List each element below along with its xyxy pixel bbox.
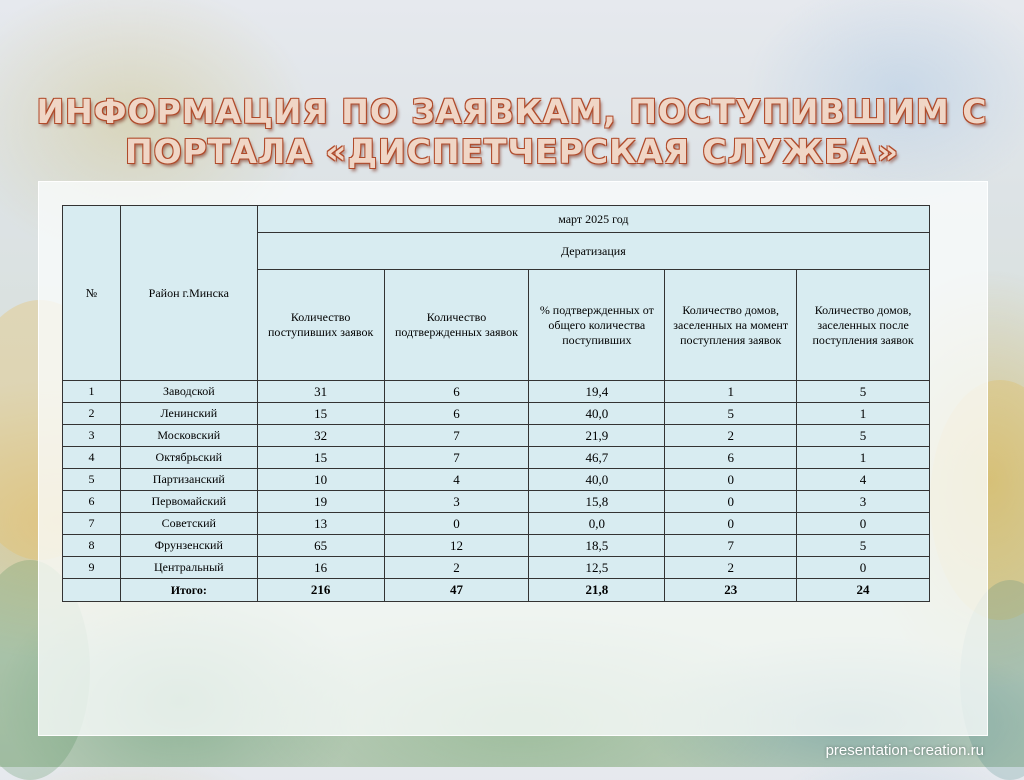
page-title-line-1: ИНФОРМАЦИЯ ПО ЗАЯВКАМ, ПОСТУПИВШИМ С bbox=[36, 92, 988, 131]
total-houses-after: 24 bbox=[797, 579, 930, 602]
cell-received: 65 bbox=[257, 535, 384, 557]
cell-district: Фрунзенский bbox=[120, 535, 257, 557]
cell-received: 13 bbox=[257, 513, 384, 535]
cell-number: 3 bbox=[63, 425, 121, 447]
cell-received: 15 bbox=[257, 403, 384, 425]
applications-table bbox=[62, 205, 930, 602]
table-row bbox=[63, 447, 930, 469]
header-category: Дератизация bbox=[257, 233, 929, 270]
header-number: № bbox=[63, 206, 121, 381]
cell-percent: 46,7 bbox=[529, 447, 665, 469]
cell-received: 15 bbox=[257, 447, 384, 469]
cell-percent: 40,0 bbox=[529, 469, 665, 491]
cell-confirmed: 6 bbox=[384, 403, 529, 425]
cell-confirmed: 12 bbox=[384, 535, 529, 557]
total-confirmed: 47 bbox=[384, 579, 529, 602]
cell-percent: 18,5 bbox=[529, 535, 665, 557]
page-title bbox=[0, 92, 1024, 172]
cell-district: Октябрьский bbox=[120, 447, 257, 469]
total-houses-at: 23 bbox=[665, 579, 797, 602]
cell-percent: 21,9 bbox=[529, 425, 665, 447]
cell-percent: 40,0 bbox=[529, 403, 665, 425]
total-label: Итого: bbox=[120, 579, 257, 602]
header-month: март 2025 год bbox=[257, 206, 929, 233]
cell-houses-after: 1 bbox=[797, 447, 930, 469]
header-district: Район г.Минска bbox=[120, 206, 257, 381]
cell-number: 5 bbox=[63, 469, 121, 491]
cell-houses-at: 0 bbox=[665, 513, 797, 535]
total-percent: 21,8 bbox=[529, 579, 665, 602]
cell-number: 7 bbox=[63, 513, 121, 535]
cell-district: Ленинский bbox=[120, 403, 257, 425]
cell-houses-after: 5 bbox=[797, 535, 930, 557]
cell-houses-at: 5 bbox=[665, 403, 797, 425]
cell-number: 2 bbox=[63, 403, 121, 425]
header-houses-after: Количество домов, заселенных после поступления заявок bbox=[797, 270, 930, 381]
cell-district: Первомайский bbox=[120, 491, 257, 513]
header-received: Количество поступивших заявок bbox=[257, 270, 384, 381]
watermark-link[interactable]: presentation-creation.ru bbox=[825, 742, 984, 759]
cell-percent: 15,8 bbox=[529, 491, 665, 513]
cell-houses-after: 0 bbox=[797, 513, 930, 535]
cell-received: 16 bbox=[257, 557, 384, 579]
cell-confirmed: 2 bbox=[384, 557, 529, 579]
cell-confirmed: 3 bbox=[384, 491, 529, 513]
cell-percent: 0,0 bbox=[529, 513, 665, 535]
cell-number: 9 bbox=[63, 557, 121, 579]
cell-confirmed: 7 bbox=[384, 447, 529, 469]
cell-number: 8 bbox=[63, 535, 121, 557]
cell-percent: 19,4 bbox=[529, 381, 665, 403]
total-row bbox=[63, 579, 930, 602]
cell-confirmed: 6 bbox=[384, 381, 529, 403]
cell-confirmed: 0 bbox=[384, 513, 529, 535]
cell-houses-at: 0 bbox=[665, 491, 797, 513]
cell-houses-at: 0 bbox=[665, 469, 797, 491]
table-row bbox=[63, 491, 930, 513]
cell-houses-at: 1 bbox=[665, 381, 797, 403]
cell-received: 31 bbox=[257, 381, 384, 403]
header-confirmed: Количество подтвержденных заявок bbox=[384, 270, 529, 381]
cell-district: Заводской bbox=[120, 381, 257, 403]
header-percent: % подтвержденных от общего количества поступивших bbox=[529, 270, 665, 381]
table-row bbox=[63, 403, 930, 425]
table-row bbox=[63, 469, 930, 491]
cell-houses-after: 5 bbox=[797, 425, 930, 447]
cell-percent: 12,5 bbox=[529, 557, 665, 579]
cell-houses-after: 4 bbox=[797, 469, 930, 491]
cell-houses-at: 2 bbox=[665, 557, 797, 579]
cell-received: 32 bbox=[257, 425, 384, 447]
cell-confirmed: 4 bbox=[384, 469, 529, 491]
page-title-line-2: ПОРТАЛА «ДИСПЕТЧЕРСКАЯ СЛУЖБА» bbox=[124, 132, 900, 171]
cell-number: 6 bbox=[63, 491, 121, 513]
cell-received: 10 bbox=[257, 469, 384, 491]
cell-houses-at: 6 bbox=[665, 447, 797, 469]
cell-houses-at: 2 bbox=[665, 425, 797, 447]
cell-number: 1 bbox=[63, 381, 121, 403]
cell-district: Советский bbox=[120, 513, 257, 535]
table-row bbox=[63, 381, 930, 403]
cell-number-empty bbox=[63, 579, 121, 602]
cell-houses-after: 3 bbox=[797, 491, 930, 513]
cell-confirmed: 7 bbox=[384, 425, 529, 447]
cell-houses-after: 1 bbox=[797, 403, 930, 425]
cell-district: Партизанский bbox=[120, 469, 257, 491]
cell-houses-after: 5 bbox=[797, 381, 930, 403]
cell-number: 4 bbox=[63, 447, 121, 469]
cell-houses-after: 0 bbox=[797, 557, 930, 579]
table-row bbox=[63, 425, 930, 447]
total-received: 216 bbox=[257, 579, 384, 602]
cell-houses-at: 7 bbox=[665, 535, 797, 557]
table-row bbox=[63, 557, 930, 579]
table-row bbox=[63, 513, 930, 535]
cell-received: 19 bbox=[257, 491, 384, 513]
cell-district: Московский bbox=[120, 425, 257, 447]
table-row bbox=[63, 535, 930, 557]
cell-district: Центральный bbox=[120, 557, 257, 579]
header-houses-at: Количество домов, заселенных на момент поступления заявок bbox=[665, 270, 797, 381]
